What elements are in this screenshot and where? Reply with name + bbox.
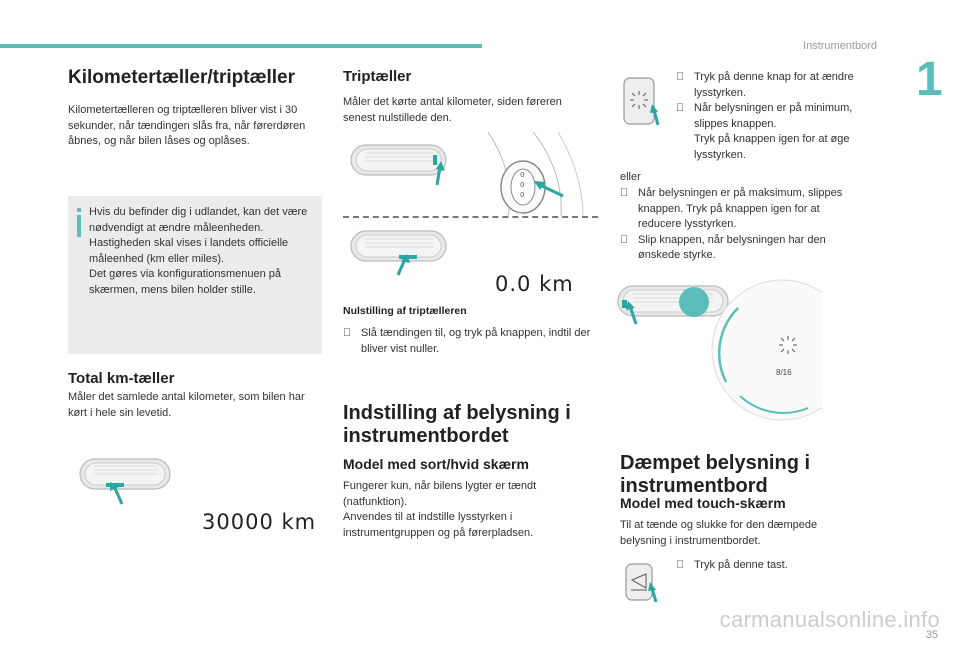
brightness-button-illustration	[618, 70, 670, 128]
bullet-arrow-icon	[676, 101, 694, 163]
list-item: Når belysningen er på minimum, slippes knappen. Tryk på knappen igen for at øge lysstyrken.	[676, 101, 876, 163]
dimmed-lighting-icon	[622, 558, 662, 604]
chapter-marker	[916, 53, 943, 106]
brightness-level-readout: 8/16	[776, 368, 792, 377]
trip-title: Triptæller	[343, 68, 412, 85]
dashed-divider	[343, 216, 598, 218]
or-label: eller	[620, 171, 641, 183]
touch-bullet: Tryk på denne tast.	[676, 558, 856, 574]
section-title: Instrumentbord	[803, 40, 877, 52]
total-text: Måler det samlede antal kilometer, som bilen har kørt i hele sin levetid.	[68, 391, 305, 419]
trip-button-top-illustration	[343, 135, 463, 195]
reset-bullet: Slå tændingen til, og tryk på knappen, indtil der bliver vist nuller.	[343, 326, 598, 357]
dimmed-lighting-title: Dæmpet belysning i instrumentbord	[620, 452, 811, 497]
watermark: carmanualsonline.info	[719, 607, 940, 632]
info-icon	[77, 208, 81, 237]
svg-text:0: 0	[520, 191, 525, 199]
brightness-bullets-top	[676, 70, 876, 163]
bullet-arrow-icon	[676, 70, 694, 101]
bullet-arrow-icon	[620, 233, 638, 264]
page-number: 35	[925, 629, 938, 641]
info-box	[68, 196, 322, 354]
list-item: Når belysningen er på maksimum, slippes knappen. Tryk på knappen igen for at reducere lysstyrken.	[620, 186, 865, 233]
bullet-arrow-icon	[676, 558, 694, 574]
touch-brightness-illustration	[608, 278, 822, 432]
steering-wheel-lever-illustration	[478, 132, 598, 216]
bw-model-title: Model med sort/hvid skærm	[343, 456, 529, 472]
odometer-display: 30000 km	[202, 510, 317, 534]
odometer-intro: Kilometertælleren og triptælleren bliver vist i 30 sekunder, når tændingen slås fra, når førerdøren åbnes, og når bilen låses og oplåses.	[68, 104, 306, 147]
svg-text:0: 0	[520, 181, 525, 189]
brightness-bullets-mid	[620, 186, 865, 264]
list-item: Tryk på denne knap for at ændre lysstyrken.	[676, 70, 876, 101]
trip-display: 0.0 km	[495, 272, 574, 296]
info-text: Hvis du befinder dig i udlandet, kan det være nødvendigt at ændre måleenheden. Hastigheden skal vises i landets officielle måleenhed (km eller miles). Det gøres via konfigurationsmenuen på skærmen, mens bilen holder stille.	[89, 206, 308, 296]
list-item: Slip knappen, når belysningen har den ønskede styrke.	[620, 233, 865, 264]
bullet-arrow-icon	[343, 326, 361, 357]
lighting-title: Indstilling af belysning i instrumentbordet	[343, 402, 571, 447]
touch-model-text: Til at tænde og slukke for den dæmpede belysning i instrumentbordet.	[620, 519, 818, 547]
trip-button-bottom-illustration	[343, 225, 463, 281]
bw-model-text: Fungerer kun, når bilens lygter er tændt (natfunktion). Anvendes til at indstille lysstyrken i instrumentgruppen og på førerpladsen.	[343, 480, 537, 539]
svg-text:0: 0	[520, 171, 525, 179]
header-accent-bar	[0, 44, 482, 48]
trip-text: Måler det kørte antal kilometer, siden føreren senest nulstillede den.	[343, 96, 562, 124]
chapter-number: 1	[916, 53, 943, 106]
touch-model-title: Model med touch-skærm	[620, 495, 786, 511]
odometer-title: Kilometertæller/triptæller	[68, 67, 295, 88]
bullet-arrow-icon	[620, 186, 638, 233]
total-title: Total km-tæller	[68, 370, 175, 387]
reset-title: Nulstilling af triptælleren	[343, 305, 467, 317]
pointer-arrow-icon	[104, 478, 134, 508]
